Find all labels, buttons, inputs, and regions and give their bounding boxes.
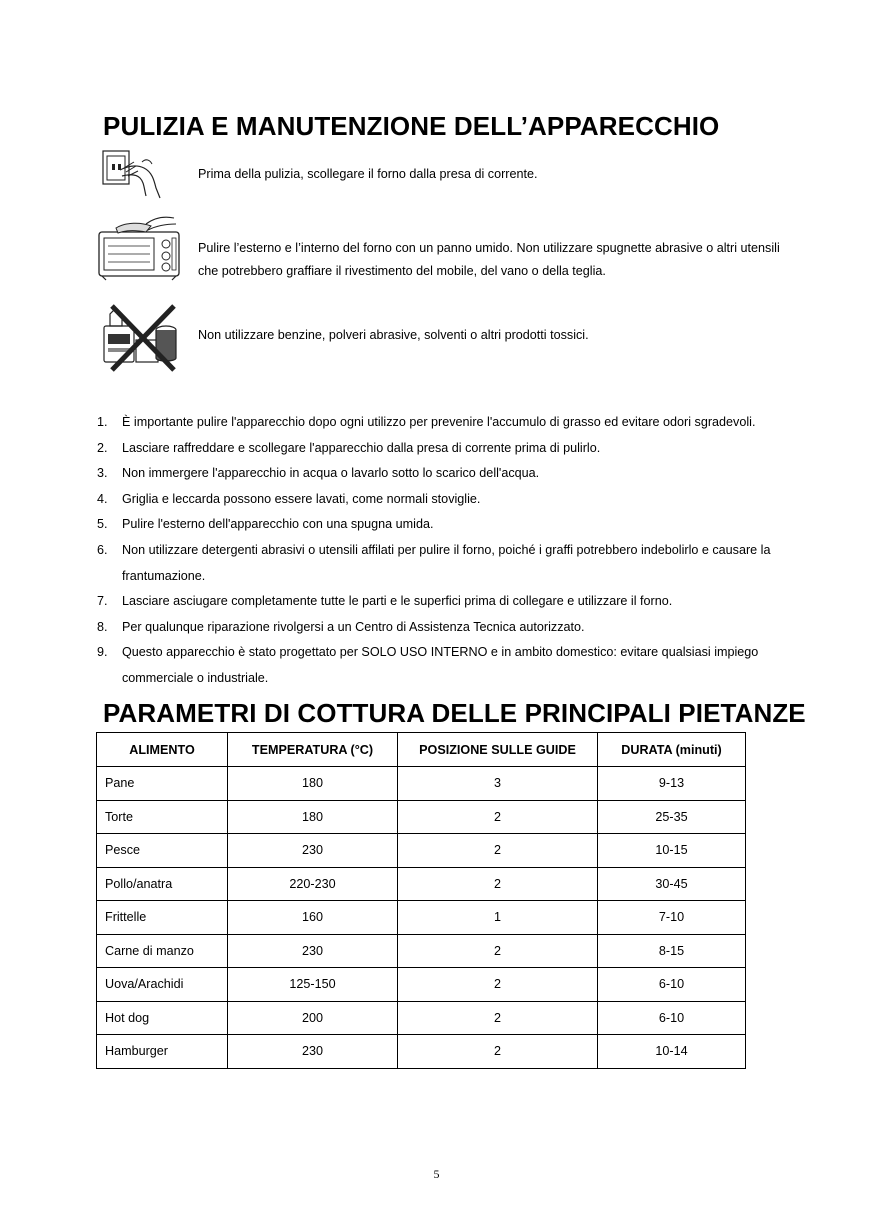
list-item: 3. Non immergere l'apparecchio in acqua o lavarlo sotto lo scarico dell'acqua.	[97, 466, 540, 481]
cell-temperature: 230	[228, 934, 398, 968]
cell-temperature: 230	[228, 1035, 398, 1069]
cell-food: Hot dog	[97, 1001, 228, 1035]
no-chemicals-icon	[100, 300, 182, 372]
table-row	[97, 800, 746, 834]
list-item: 6. Non utilizzare detergenti abrasivi o utensili affilati per pulire il forno, poiché i graffi potrebbero indebolirlo e causare la frantumazione.	[97, 542, 771, 583]
cell-rack-position: 1	[398, 901, 598, 935]
list-item: 2. Lasciare raffreddare e scollegare l'apparecchio dalla presa di corrente prima di pulirlo.	[97, 440, 601, 455]
cell-food: Pesce	[97, 834, 228, 868]
cell-duration: 25-35	[598, 800, 746, 834]
cell-food: Pane	[97, 767, 228, 801]
cell-food: Torte	[97, 800, 228, 834]
list-item: 9. Questo apparecchio è stato progettato per SOLO USO INTERNO e in ambito domestico: evitare qualsiasi impiego commerciale o industriale.	[97, 645, 759, 685]
table-row	[97, 867, 746, 901]
note-wipe-oven: Pulire l’esterno e l’interno del forno con un panno umido. Non utilizzare spugnette abrasive o altri utensili che potrebbero graffiare il rivestimento del mobile, del vano o della teglia.	[198, 241, 780, 278]
cell-temperature: 220-230	[228, 867, 398, 901]
list-item: 1. È importante pulire l'apparecchio dopo ogni utilizzo per prevenire l'accumulo di grasso ed evitare odori sgradevoli.	[97, 415, 756, 429]
cell-duration: 6-10	[598, 1001, 746, 1035]
oven-cleaning-icon	[96, 212, 184, 282]
cell-rack-position: 2	[398, 968, 598, 1002]
cell-rack-position: 2	[398, 1035, 598, 1069]
header-temperature: TEMPERATURA (°C)	[228, 733, 398, 767]
header-rack-position: POSIZIONE SULLE GUIDE	[398, 733, 598, 767]
cell-duration: 6-10	[598, 968, 746, 1002]
cell-duration: 9-13	[598, 767, 746, 801]
cell-rack-position: 2	[398, 867, 598, 901]
section-title-cooking: PARAMETRI DI COTTURA DELLE PRINCIPALI PIETANZE	[103, 698, 806, 728]
cell-duration: 7-10	[598, 901, 746, 935]
section-title-cleaning: PULIZIA E MANUTENZIONE DELL’APPARECCHIO	[103, 111, 720, 141]
table-header-row	[97, 733, 746, 767]
table-row	[97, 1001, 746, 1035]
note-unplug: Prima della pulizia, scollegare il forno dalla presa di corrente.	[198, 167, 538, 181]
list-item: 8. Per qualunque riparazione rivolgersi a un Centro di Assistenza Tecnica autorizzato.	[97, 619, 585, 634]
table-row	[97, 901, 746, 935]
cleaning-steps-list	[97, 410, 797, 692]
list-item: 7. Lasciare asciugare completamente tutte le parti e le superfici prima di collegare e utilizzare il forno.	[97, 594, 673, 609]
list-item: 5. Pulire l'esterno dell'apparecchio con una spugna umida.	[97, 517, 434, 532]
cell-food: Uova/Arachidi	[97, 968, 228, 1002]
cell-temperature: 200	[228, 1001, 398, 1035]
cell-rack-position: 2	[398, 1001, 598, 1035]
table-row	[97, 968, 746, 1002]
cell-temperature: 180	[228, 800, 398, 834]
cell-rack-position: 2	[398, 834, 598, 868]
table-row	[97, 834, 746, 868]
unplug-icon	[100, 148, 168, 200]
header-food: ALIMENTO	[97, 733, 228, 767]
cooking-parameters-table	[96, 732, 746, 1069]
cell-duration: 8-15	[598, 934, 746, 968]
header-duration: DURATA (minuti)	[598, 733, 746, 767]
cell-duration: 30-45	[598, 867, 746, 901]
cell-temperature: 180	[228, 767, 398, 801]
cell-rack-position: 2	[398, 800, 598, 834]
cell-duration: 10-15	[598, 834, 746, 868]
page-number: 5	[433, 1167, 440, 1181]
note-no-chemicals: Non utilizzare benzine, polveri abrasive, solventi o altri prodotti tossici.	[198, 328, 589, 342]
table-row	[97, 1035, 746, 1069]
cell-temperature: 160	[228, 901, 398, 935]
table-row	[97, 934, 746, 968]
cell-rack-position: 3	[398, 767, 598, 801]
list-item: 4. Griglia e leccarda possono essere lavati, come normali stoviglie.	[97, 491, 481, 506]
cell-rack-position: 2	[398, 934, 598, 968]
cell-food: Frittelle	[97, 901, 228, 935]
cell-food: Carne di manzo	[97, 934, 228, 968]
table-row	[97, 767, 746, 801]
cell-food: Pollo/anatra	[97, 867, 228, 901]
cell-duration: 10-14	[598, 1035, 746, 1069]
cell-temperature: 125-150	[228, 968, 398, 1002]
cell-temperature: 230	[228, 834, 398, 868]
cell-food: Hamburger	[97, 1035, 228, 1069]
